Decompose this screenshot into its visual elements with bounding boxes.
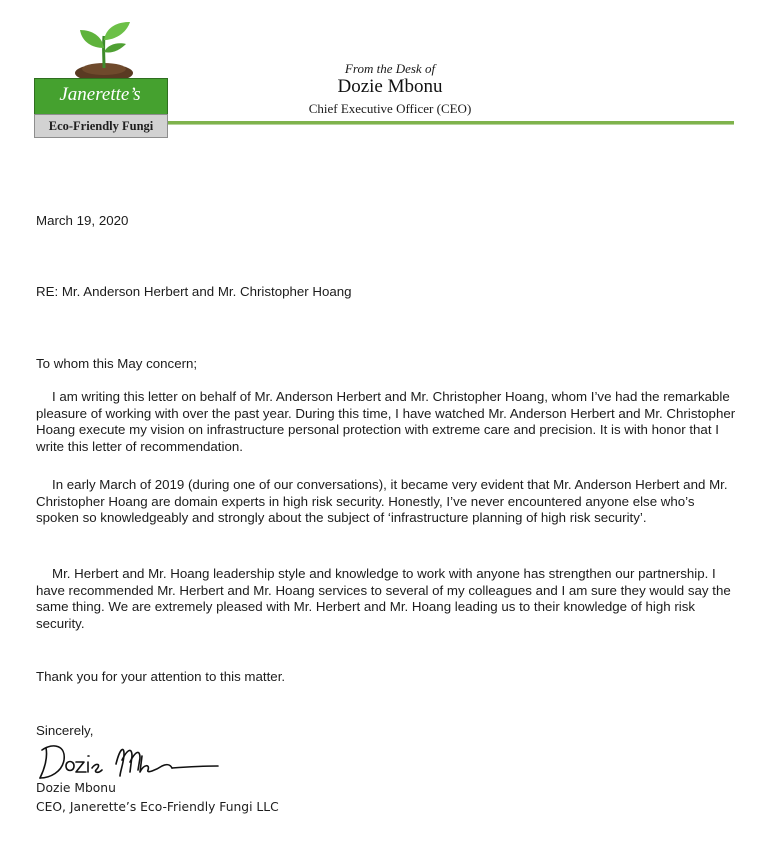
letter-paragraph: I am writing this letter on behalf of Mr. Anderson Herbert and Mr. Christopher Hoang, whom I’ve had the remarkable pleasure of working with over the past year. During this time, I have watched Mr. Anderson Herbert and Mr. Christopher Hoang execute my vision on infrastructure personal protection with extreme care and precision. It is with honor that I write this letter of recommendation. bbox=[36, 389, 736, 454]
letter-paragraph: Mr. Herbert and Mr. Hoang leadership style and knowledge to work with anyone has strengthen our partnership. I have recommended Mr. Herbert and Mr. Hoang services to several of my colleagues and I am sure they would say the same thing. We are extremely pleased with Mr. Herbert and Mr. Hoang leading us to their knowledge of high risk security. bbox=[36, 566, 731, 631]
ceo-name: Dozie Mbonu bbox=[337, 76, 443, 97]
seedling-icon bbox=[74, 18, 134, 80]
letter-sign-off: Sincerely, bbox=[36, 723, 94, 738]
handwritten-signature bbox=[36, 736, 226, 784]
letter-salutation: To whom this May concern; bbox=[36, 356, 198, 371]
letter-date: March 19, 2020 bbox=[36, 213, 129, 228]
letter-subject: RE: Mr. Anderson Herbert and Mr. Christopher Hoang bbox=[36, 284, 352, 299]
logo-brand-name: Janerette’s bbox=[59, 84, 141, 105]
header-divider-shadow bbox=[168, 124, 734, 125]
from-desk-label: From the Desk of bbox=[344, 61, 436, 76]
company-logo bbox=[34, 18, 168, 138]
signer-title: CEO, Janerette’s Eco-Friendly Fungi LLC bbox=[36, 800, 279, 814]
letter-paragraph: In early March of 2019 (during one of our conversations), it became very evident that Mr. Anderson Herbert and Mr. Christopher Hoang are domain experts in high risk security. Honestly, I’ve never encountered anyone else who’s spoken so knowledgeably and strongly about the subject of ‘infrastructure planning of high risk security’. bbox=[36, 477, 728, 525]
logo-brand-subtitle: Eco-Friendly Fungi bbox=[34, 114, 168, 138]
ceo-title: Chief Executive Officer (CEO) bbox=[308, 101, 472, 116]
letter-closing-thanks: Thank you for your attention to this matter. bbox=[36, 669, 286, 684]
signer-name: Dozie Mbonu bbox=[36, 781, 116, 795]
